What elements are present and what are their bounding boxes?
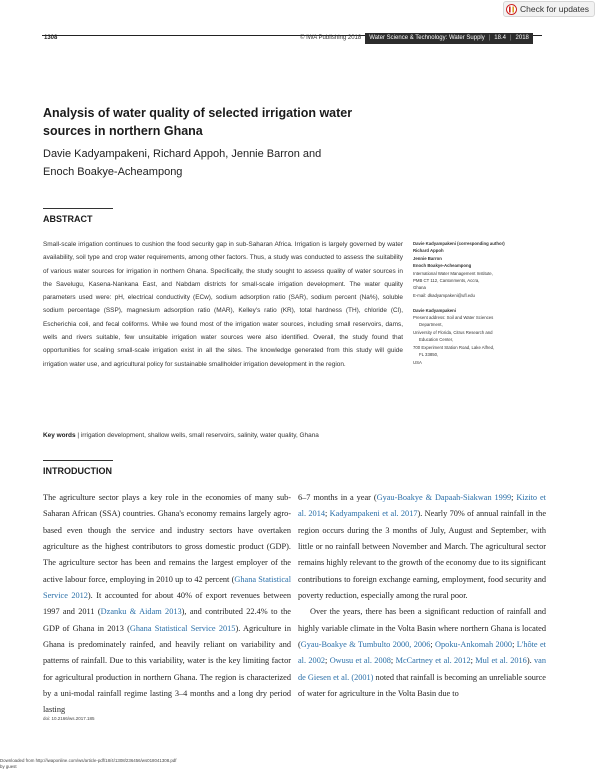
citation-link[interactable]: Dzanku & Aidam 2013 — [100, 607, 182, 617]
body-text: ; — [325, 509, 330, 519]
citation-link[interactable]: Gyau-Boakye & Tumbulto 2000, 2006 — [300, 640, 431, 650]
introduction-rule — [43, 460, 113, 461]
body-text: ; — [512, 640, 517, 650]
page-number: 1308 — [44, 35, 58, 41]
affiliation-line: USA — [413, 359, 422, 365]
journal-bar: Water Science & Technology: Water Supply | 18.4 | 2018 — [365, 33, 533, 44]
affiliation-line: E-mail: dkadyampakeni@ufl.edu — [413, 292, 475, 298]
affiliation-line: Jennie Barron — [413, 255, 442, 261]
affiliation-line: FL 33850, — [419, 352, 439, 358]
body-text: ; — [325, 656, 330, 666]
intro-paragraph-2 — [298, 604, 546, 702]
citation-link[interactable]: van de Giesen et al. (2001) — [298, 656, 546, 682]
body-text: Over the years, there has been a significant reduction of rainfall and highly variable climate in the Volta Basin where northern Ghana is located ( — [298, 607, 546, 650]
body-text: ). — [526, 656, 535, 666]
citation-link[interactable]: Kizito et al. 2014 — [298, 493, 546, 519]
keywords-label: Key words — [43, 432, 76, 439]
intro-column-right — [298, 490, 546, 702]
intro-paragraph-1 — [43, 490, 291, 719]
keywords-list: | irrigation development, shallow wells, small reservoirs, salinity, water quality, Ghana — [77, 432, 319, 439]
download-guest: by guest — [0, 763, 17, 769]
body-text: ). Nearly 70% of annual rainfall in the region occurs during the 3 months of July, August and September, with little or no rainfall between November and March. The agricultural sector remains highly relevant to the growth of the economy due to its significant contributions to foreign exchange earning, employment, food security and poverty reduction, especially among the rural poor. — [298, 509, 546, 601]
running-header — [300, 33, 533, 44]
body-text: The agriculture sector plays a key role in the economies of many sub-Saharan African (SSA) countries. Ghana's economy remains largely agro-based even though the service and industry sectors have overtaken agriculture as the highest contributors to gross domestic product (GDP). The agriculture sector has been and remains the largest employer of the active labour force, employing in 2010 up to 42 percent ( — [43, 493, 291, 584]
affiliations — [413, 240, 553, 366]
body-text: ), and contributed 22.4% to the GDP of Ghana in 2013 ( — [43, 607, 291, 633]
affiliation-line: 700 Experiment Station Road, Lake Alfred, — [413, 344, 495, 350]
publisher-line: © IWA Publishing 2018 — [300, 35, 362, 41]
author-list: Davie Kadyampakeni, Richard Appoh, Jennie Barron and Enoch Boakye-Acheampong — [43, 148, 322, 178]
affiliation-line: Richard Appoh — [413, 248, 444, 254]
abstract-heading: ABSTRACT — [43, 214, 93, 224]
body-text: ). It accounted for about 40% of export revenues between 1997 and 2011 ( — [43, 591, 291, 617]
journal-year: 2018 — [515, 35, 529, 41]
affiliation-line: PMB CT 112, Cantonments, Accra, — [413, 278, 480, 284]
affiliation-line: Davie Kadyampakeni — [413, 307, 456, 313]
download-url: Downloaded from http://iwaponline.com/ws/article-pdf/18/4/1308/236456/ws018041308.pdf — [0, 758, 177, 763]
citation-link[interactable]: L'hôte et al. 2002 — [298, 640, 546, 666]
introduction-heading: INTRODUCTION — [43, 466, 112, 476]
affiliation-line: Department, — [419, 322, 443, 328]
body-text: noted that rainfall is becoming an unreliable source of water for agriculture in the Volta Basin due to — [298, 672, 546, 699]
citation-link[interactable]: Gyau-Boakye & Dapaah-Siakwan 1999 — [376, 493, 512, 502]
affiliation-line — [413, 299, 553, 306]
abstract-text: Small-scale irrigation continues to cushion the food security gap in sub-Saharan Africa. Irrigation is largely governed by water availability, soil type and crop water requirements, among other factors. Thus, a study was conducted to assess the suitability of various water sources for irrigation in northern Ghana. Specifically, the study sought to assess quality of water sources in the Savelugu, Kasena-Nankana East, and Nabdam districts for small-scale irrigation development. The water quality parameters used were: pH, electrical conductivity (ECw), sodium adsorption ratio (SAR), sodium percent (Na%), soluble sodium percentage (SSP), magnesium adsorption ratio (MAR), Kelley's ratio (KR), total hardness (TH), chloride (Cl), Escherichia coli, and fecal coliforms. While we found most of the irrigation water sources, including small reservoirs, dams, wells and rivers suitable, few unsuitable irrigation water sources were also identified. Overall, the study found that opportunities for scaling small-scale irrigation exist in all the sites. The knowledge generated from this study will guide irrigation water use, and agricultural policy for sustainable smallholder irrigation development in the region. — [43, 241, 403, 368]
body-text: ). Agriculture in Ghana is predominately rainfed, and heavily reliant on variability and patterns of rainfall. Due to this variability, water is the key limiting factor for agricultural production in northern Ghana. The region is characterized by a uni-modal rainfall regime lasting 3–4 months and a long dry period lasting — [43, 623, 291, 715]
affiliation-line: Ghana — [413, 285, 426, 291]
body-text: ; — [470, 656, 476, 666]
body-text: 6–7 months in a year ( — [298, 493, 377, 502]
citation-link[interactable]: Opoku-Ankomah 2000 — [435, 640, 513, 650]
intro-column-left — [43, 490, 291, 719]
abstract-rule — [43, 208, 113, 209]
check-for-updates-button[interactable] — [503, 1, 595, 17]
download-note — [0, 758, 176, 769]
citation-link[interactable]: Mul et al. 2016 — [475, 656, 527, 666]
citation-link[interactable]: Ghana Statistical Service 2012 — [43, 574, 291, 601]
intro-paragraph-1-cont — [298, 490, 546, 604]
doi: doi: 10.2166/ws.2017.185 — [43, 716, 95, 721]
body-text: ; — [430, 640, 436, 650]
affiliation-line: University of Florida, Citrus Research and — [413, 329, 493, 335]
citation-link[interactable]: Kadyampakeni et al. 2017 — [329, 509, 418, 519]
affiliation-line: Present address: Soil and Water Sciences — [413, 315, 494, 321]
body-text: ; — [511, 493, 517, 502]
journal-volume: 18.4 — [494, 35, 506, 41]
affiliation-line: Davie Kadyampakeni (corresponding author) — [413, 241, 505, 246]
journal-name: Water Science & Technology: Water Supply — [369, 35, 485, 41]
check-for-updates-label: Check for updates — [520, 4, 589, 14]
keywords — [43, 432, 403, 439]
affiliation-line: Education Center, — [419, 337, 454, 343]
citation-link[interactable]: Ghana Statistical Service 2015 — [129, 623, 236, 633]
update-icon — [506, 4, 517, 15]
affiliation-line: International Water Management Institute, — [413, 270, 493, 276]
body-text: ; — [390, 656, 396, 666]
citation-link[interactable]: McCartney et al. 2012 — [395, 656, 471, 666]
abstract-body — [43, 238, 403, 371]
affiliation-line: Enoch Boakye-Acheampong — [413, 263, 472, 269]
article-title: Analysis of water quality of selected irrigation water sources in northern Ghana — [43, 106, 353, 138]
citation-link[interactable]: Owusu et al. 2008 — [329, 656, 391, 666]
